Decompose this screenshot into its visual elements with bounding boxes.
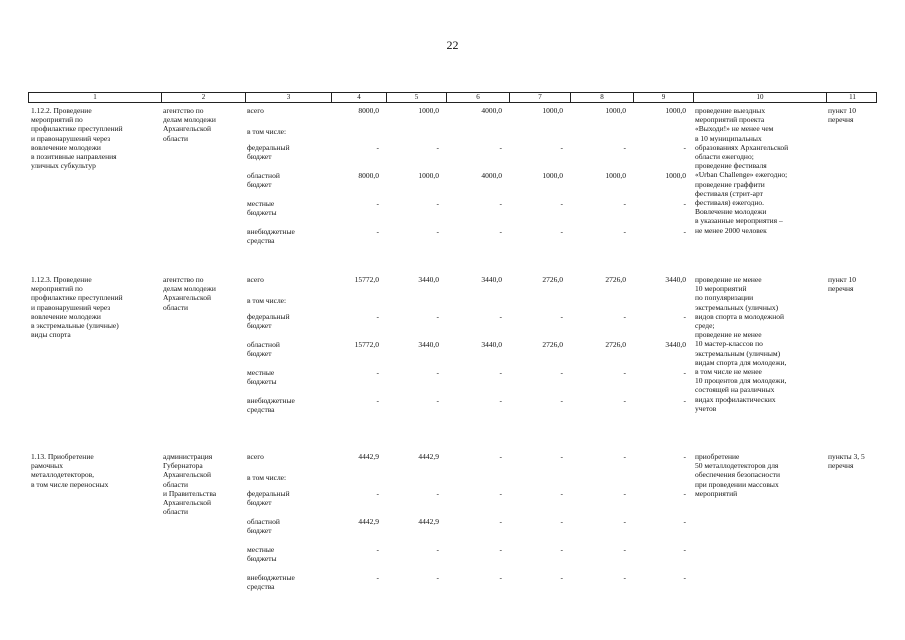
result-cell: проведение не менее 10 мероприятий по популяризации экстремальных (уличных) видов спорта в молодежной среде; проведение не менее 10 мастер-классов по экстремальным (уличным) видам спорта для молодежи, в том числе не менее 10 процентов для молодежи, состоящей на различных видах профилактических учетов xyxy=(695,275,787,413)
financing-source-label: внебюджетные средства xyxy=(247,227,295,246)
amount-cell: - xyxy=(376,368,379,377)
financing-source-label: всего xyxy=(247,452,264,461)
amount-cell xyxy=(445,127,508,141)
amount-cell: 1000,0 xyxy=(542,106,563,115)
amount-cell: 1000,0 xyxy=(665,106,686,115)
page-number: 22 xyxy=(446,38,459,52)
amount-cell: - xyxy=(560,312,563,321)
amount-cell: 2726,0 xyxy=(605,340,626,349)
amount-cell: - xyxy=(623,489,626,498)
financing-source-label: федеральный бюджет xyxy=(247,143,290,162)
amount-cell: - xyxy=(683,545,686,554)
amount-cell: - xyxy=(376,489,379,498)
amount-cell: - xyxy=(623,396,626,405)
amount-cell: - xyxy=(376,396,379,405)
financing-row xyxy=(244,515,692,543)
table-body xyxy=(28,103,877,600)
amount-cell: 4000,0 xyxy=(481,106,502,115)
financing-row xyxy=(244,571,692,599)
amount-cell: - xyxy=(623,517,626,526)
amount-cell: - xyxy=(499,573,502,582)
amount-cell: 4000,0 xyxy=(481,171,502,180)
amount-cell: - xyxy=(376,199,379,208)
amount-cell xyxy=(569,473,632,487)
amount-cell xyxy=(330,473,385,487)
amount-cell: - xyxy=(683,517,686,526)
financing-row xyxy=(244,294,692,310)
col-header: 1 xyxy=(93,93,97,101)
col-header: 10 xyxy=(693,93,826,102)
amount-cell: - xyxy=(499,396,502,405)
col-header: 4 xyxy=(331,93,386,102)
result-cell: приобретение 50 металлодетекторов для обеспечения безопасности при проведении массовых мероприятий xyxy=(695,452,780,498)
amount-cell: - xyxy=(376,573,379,582)
amount-cell: 2726,0 xyxy=(605,275,626,284)
financing-source-label: областной бюджет xyxy=(247,340,280,359)
program-table xyxy=(28,92,877,600)
amount-cell: - xyxy=(623,452,626,461)
amount-cell: - xyxy=(436,396,439,405)
amount-cell: - xyxy=(560,396,563,405)
amount-cell: - xyxy=(499,489,502,498)
amount-cell xyxy=(508,473,569,487)
amount-cell: - xyxy=(623,545,626,554)
amount-cell: - xyxy=(560,517,563,526)
column-number-header xyxy=(28,92,877,103)
amount-cell: - xyxy=(560,199,563,208)
amount-cell xyxy=(569,127,632,141)
amount-cell: - xyxy=(683,312,686,321)
amount-cell: - xyxy=(623,199,626,208)
result-cell: проведение выездных мероприятий проекта «Выходи!» не менее чем в 10 муниципальных образованиях Архангельской области ежегодно; проведение фестиваля «Urban Challenge» ежегодно; проведение граффити фестиваля (стрит-арт фестиваля) ежегодно. Вовлечение молодежи в указанные мероприятия – не менее 2000 человек xyxy=(695,106,789,235)
financing-source-label: в том числе: xyxy=(247,473,287,482)
financing-source-label: в том числе: xyxy=(247,296,287,305)
financing-block xyxy=(244,273,692,449)
financing-row xyxy=(244,366,692,394)
amount-cell: - xyxy=(560,227,563,236)
executor-cell: администрация Губернатора Архангельской области и Правительства Архангельской области xyxy=(163,452,217,517)
financing-block xyxy=(244,104,692,272)
activity-cell: 1.12.2. Проведение мероприятий по профилактике преступлений и правонарушений через вовлечение молодежи в позитивные направления уличных субкультур xyxy=(31,106,123,171)
amount-cell: - xyxy=(436,312,439,321)
amount-cell: - xyxy=(436,227,439,236)
executor-cell: агентство по делам молодежи Архангельской области xyxy=(163,106,216,143)
table-row xyxy=(28,103,877,272)
col-header: 5 xyxy=(386,93,446,102)
amount-cell: 1000,0 xyxy=(418,106,439,115)
amount-cell: - xyxy=(376,227,379,236)
amount-cell: - xyxy=(683,143,686,152)
amount-cell: - xyxy=(499,143,502,152)
financing-row xyxy=(244,273,692,294)
amount-cell: - xyxy=(683,368,686,377)
reference-cell: пункты 3, 5 перечня xyxy=(828,452,865,471)
amount-cell: - xyxy=(499,312,502,321)
amount-cell: - xyxy=(560,573,563,582)
amount-cell xyxy=(330,127,385,141)
amount-cell: - xyxy=(436,199,439,208)
executor-cell: агентство по делам молодежи Архангельской области xyxy=(163,275,216,312)
financing-row xyxy=(244,338,692,366)
activity-cell: 1.13. Приобретение рамочных металлодетекторов, в том числе переносных xyxy=(31,452,109,489)
amount-cell: - xyxy=(560,452,563,461)
financing-source-label: федеральный бюджет xyxy=(247,489,290,508)
col-header: 2 xyxy=(161,93,245,102)
amount-cell: 15772,0 xyxy=(354,275,379,284)
amount-cell: - xyxy=(376,312,379,321)
amount-cell: 4442,9 xyxy=(358,517,379,526)
amount-cell: - xyxy=(499,517,502,526)
financing-row xyxy=(244,450,692,471)
amount-cell: 3440,0 xyxy=(418,340,439,349)
financing-row xyxy=(244,471,692,487)
amount-cell: 4442,9 xyxy=(418,452,439,461)
financing-source-label: внебюджетные средства xyxy=(247,573,295,592)
amount-cell: 1000,0 xyxy=(542,171,563,180)
amount-cell: - xyxy=(683,573,686,582)
amount-cell xyxy=(569,296,632,310)
amount-cell: - xyxy=(436,368,439,377)
amount-cell: - xyxy=(623,312,626,321)
amount-cell: - xyxy=(623,573,626,582)
reference-cell: пункт 10 перечня xyxy=(828,275,856,294)
financing-source-label: внебюджетные средства xyxy=(247,396,295,415)
amount-cell: - xyxy=(376,545,379,554)
amount-cell: - xyxy=(499,227,502,236)
amount-cell: 8000,0 xyxy=(358,106,379,115)
amount-cell: 3440,0 xyxy=(418,275,439,284)
amount-cell: - xyxy=(623,227,626,236)
financing-row xyxy=(244,197,692,225)
amount-cell xyxy=(445,473,508,487)
amount-cell xyxy=(508,296,569,310)
amount-cell: 4442,9 xyxy=(358,452,379,461)
amount-cell: 2726,0 xyxy=(542,340,563,349)
financing-row xyxy=(244,487,692,515)
amount-cell: 3440,0 xyxy=(665,275,686,284)
col-header: 7 xyxy=(509,93,570,102)
financing-row xyxy=(244,310,692,338)
financing-row xyxy=(244,125,692,141)
amount-cell: - xyxy=(376,143,379,152)
amount-cell: 1000,0 xyxy=(605,171,626,180)
amount-cell: - xyxy=(560,545,563,554)
financing-row xyxy=(244,104,692,125)
financing-source-label: федеральный бюджет xyxy=(247,312,290,331)
amount-cell: - xyxy=(623,143,626,152)
amount-cell xyxy=(632,296,692,310)
financing-row xyxy=(244,225,692,253)
col-header: 6 xyxy=(446,93,509,102)
table-row xyxy=(28,272,877,449)
amount-cell: 3440,0 xyxy=(481,340,502,349)
amount-cell: 1000,0 xyxy=(665,171,686,180)
financing-row xyxy=(244,169,692,197)
amount-cell: - xyxy=(436,489,439,498)
financing-source-label: местные бюджеты xyxy=(247,545,277,564)
amount-cell: - xyxy=(560,489,563,498)
amount-cell: - xyxy=(683,452,686,461)
amount-cell: - xyxy=(499,545,502,554)
amount-cell: 3440,0 xyxy=(665,340,686,349)
col-header: 8 xyxy=(570,93,633,102)
activity-cell: 1.12.3. Проведение мероприятий по профилактике преступлений и правонарушений через вовлечение молодежи в экстремальные (уличные) виды спорта xyxy=(31,275,123,340)
amount-cell xyxy=(330,296,385,310)
financing-source-label: в том числе: xyxy=(247,127,287,136)
amount-cell: 1000,0 xyxy=(418,171,439,180)
amount-cell: - xyxy=(683,489,686,498)
financing-source-label: областной бюджет xyxy=(247,171,280,190)
amount-cell: - xyxy=(499,452,502,461)
amount-cell xyxy=(385,127,445,141)
financing-source-label: всего xyxy=(247,275,264,284)
col-header: 3 xyxy=(245,93,331,102)
amount-cell xyxy=(632,127,692,141)
financing-row xyxy=(244,543,692,571)
amount-cell: - xyxy=(623,368,626,377)
amount-cell xyxy=(632,473,692,487)
amount-cell: 1000,0 xyxy=(605,106,626,115)
col-header: 9 xyxy=(633,93,693,102)
amount-cell: - xyxy=(499,199,502,208)
amount-cell: 2726,0 xyxy=(542,275,563,284)
amount-cell: - xyxy=(560,368,563,377)
financing-source-label: местные бюджеты xyxy=(247,368,277,387)
amount-cell xyxy=(445,296,508,310)
amount-cell: - xyxy=(436,143,439,152)
amount-cell: 4442,9 xyxy=(418,517,439,526)
amount-cell: - xyxy=(436,545,439,554)
amount-cell: - xyxy=(683,227,686,236)
amount-cell xyxy=(385,296,445,310)
col-header: 11 xyxy=(826,93,878,102)
financing-row xyxy=(244,141,692,169)
financing-block xyxy=(244,450,692,600)
amount-cell: - xyxy=(683,199,686,208)
amount-cell: 3440,0 xyxy=(481,275,502,284)
table-row xyxy=(28,449,877,600)
amount-cell: - xyxy=(436,573,439,582)
amount-cell: 8000,0 xyxy=(358,171,379,180)
amount-cell xyxy=(385,473,445,487)
financing-row xyxy=(244,394,692,422)
amount-cell: - xyxy=(560,143,563,152)
financing-source-label: областной бюджет xyxy=(247,517,280,536)
financing-source-label: всего xyxy=(247,106,264,115)
amount-cell: 15772,0 xyxy=(354,340,379,349)
amount-cell xyxy=(508,127,569,141)
financing-source-label: местные бюджеты xyxy=(247,199,277,218)
amount-cell: - xyxy=(683,396,686,405)
amount-cell: - xyxy=(499,368,502,377)
reference-cell: пункт 10 перечня xyxy=(828,106,856,125)
